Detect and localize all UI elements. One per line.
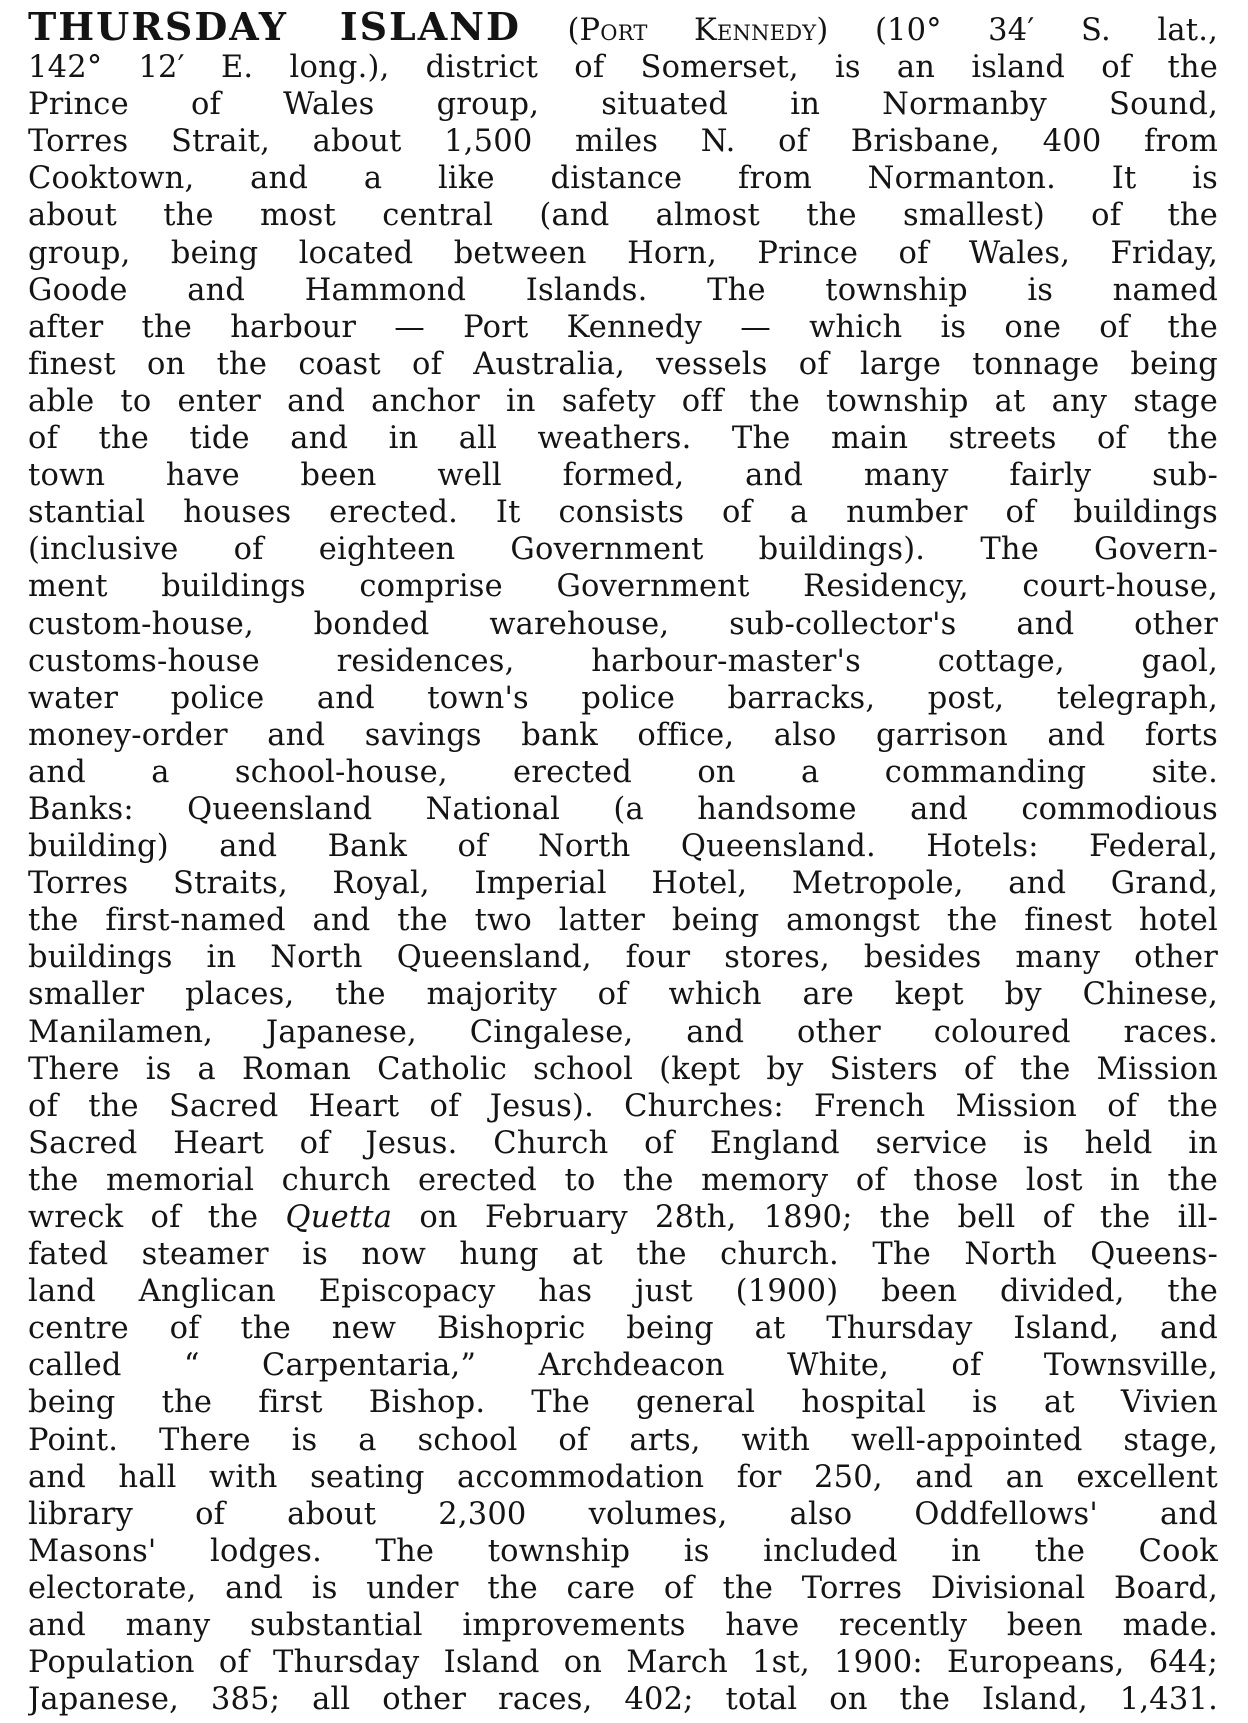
- text-line: stantial houses erected. It consists of a number of buildings: [28, 495, 1218, 531]
- text-line: Prince of Wales group, situated in Normanby Sound,: [28, 87, 1218, 123]
- gazetteer-entry: [28, 8, 1218, 1718]
- text-line: centre of the new Bishopric being at Thursday Island, and: [28, 1311, 1218, 1347]
- text-line: about the most central (and almost the smallest) of the: [28, 198, 1218, 234]
- text-line: There is a Roman Catholic school (kept by Sisters of the Mission: [28, 1051, 1218, 1087]
- text-line: building) and Bank of North Queensland. Hotels: Federal,: [28, 829, 1218, 865]
- entry-alt-name: (Port Kennedy): [567, 13, 829, 48]
- text-line: Goode and Hammond Islands. The township is named: [28, 272, 1218, 308]
- entry-headword: THURSDAY ISLAND: [28, 8, 521, 49]
- text-line: Torres Straits, Royal, Imperial Hotel, Metropole, and Grand,: [28, 866, 1218, 902]
- text-line: and hall with seating accommodation for 250, and an excellent: [28, 1459, 1218, 1495]
- text-line: smaller places, the majority of which are kept by Chinese,: [28, 977, 1218, 1013]
- text-line: buildings in North Queensland, four stores, besides many other: [28, 940, 1218, 976]
- text-line: town have been well formed, and many fairly sub-: [28, 458, 1218, 494]
- text-line: Population of Thursday Island on March 1st, 1900: Europeans, 644;: [28, 1645, 1218, 1681]
- text-line: fated steamer is now hung at the church. The North Queens-: [28, 1237, 1218, 1273]
- entry-first-line: [28, 8, 1218, 49]
- text-line: called “ Carpentaria,” Archdeacon White, of Townsville,: [28, 1348, 1218, 1384]
- text-line: of the tide and in all weathers. The main streets of the: [28, 421, 1218, 457]
- text-line: Banks: Queensland National (a handsome and commodious: [28, 791, 1218, 827]
- text-line: 142° 12′ E. long.), district of Somerset, is an island of the: [28, 50, 1218, 86]
- text-line: the first-named and the two latter being amongst the finest hotel: [28, 903, 1218, 939]
- text-line: Japanese, 385; all other races, 402; total on the Island, 1,431.: [28, 1682, 1218, 1718]
- text-line: of the Sacred Heart of Jesus). Churches: French Mission of the: [28, 1088, 1218, 1124]
- text-line: electorate, and is under the care of the Torres Divisional Board,: [28, 1570, 1218, 1606]
- text-line: the memorial church erected to the memory of those lost in the: [28, 1162, 1218, 1198]
- text-line: Torres Strait, about 1,500 miles N. of Brisbane, 400 from: [28, 124, 1218, 160]
- quetta-line-before: wreck of the: [28, 1200, 259, 1235]
- text-line-quetta: [28, 1199, 1218, 1236]
- text-line: Cooktown, and a like distance from Normanton. It is: [28, 161, 1218, 197]
- text-line: custom-house, bonded warehouse, sub-collector's and other: [28, 606, 1218, 642]
- text-line: library of about 2,300 volumes, also Oddfellows' and: [28, 1496, 1218, 1532]
- text-line: Manilamen, Japanese, Cingalese, and other coloured races.: [28, 1014, 1218, 1050]
- text-line: finest on the coast of Australia, vessels of large tonnage being: [28, 346, 1218, 382]
- quetta-line-after: on February 28th, 1890; the bell of the ill-: [419, 1200, 1218, 1235]
- entry-coordinates-start: (10° 34′ S. lat.,: [874, 13, 1218, 48]
- text-line: group, being located between Horn, Prince of Wales, Friday,: [28, 235, 1218, 271]
- text-line: water police and town's police barracks, post, telegraph,: [28, 680, 1218, 716]
- text-line: Point. There is a school of arts, with well-appointed stage,: [28, 1422, 1218, 1458]
- text-line: land Anglican Episcopacy has just (1900) been divided, the: [28, 1274, 1218, 1310]
- text-line: Sacred Heart of Jesus. Church of England service is held in: [28, 1125, 1218, 1161]
- text-line: Masons' lodges. The township is included in the Cook: [28, 1533, 1218, 1569]
- text-line: money-order and savings bank office, also garrison and forts: [28, 717, 1218, 753]
- text-line: able to enter and anchor in safety off the township at any stage: [28, 383, 1218, 419]
- text-line: being the first Bishop. The general hospital is at Vivien: [28, 1385, 1218, 1421]
- text-line: and a school-house, erected on a commanding site.: [28, 754, 1218, 790]
- text-line: ment buildings comprise Government Residency, court-house,: [28, 569, 1218, 605]
- text-line: customs-house residences, harbour-master's cottage, gaol,: [28, 643, 1218, 679]
- text-line: (inclusive of eighteen Government buildings). The Govern-: [28, 532, 1218, 568]
- text-line: and many substantial improvements have recently been made.: [28, 1608, 1218, 1644]
- quetta-ship-name: Quetta: [285, 1200, 393, 1235]
- text-line: after the harbour — Port Kennedy — which is one of the: [28, 309, 1218, 345]
